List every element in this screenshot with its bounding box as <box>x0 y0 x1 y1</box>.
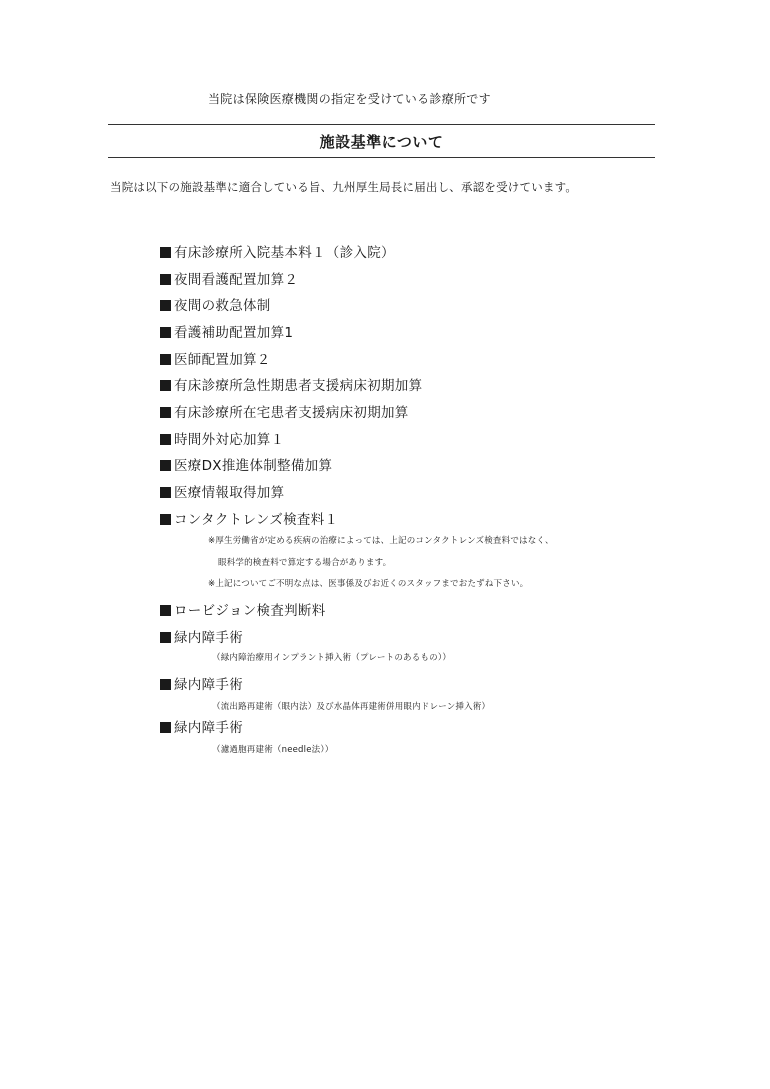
list-item-label: 夜間看護配置加算２ <box>174 272 299 288</box>
list-item-label: 緑内障手術 <box>174 677 243 693</box>
square-bullet-icon <box>160 380 171 391</box>
list-item <box>160 321 293 341</box>
list-item <box>160 673 243 693</box>
contact-lens-note: ※上記についてご不明な点は、医事係及びお近くのスタッフまでおたずね下さい。 <box>208 579 529 589</box>
list-item-label: 緑内障手術 <box>174 720 243 736</box>
list-item-label: 医療情報取得加算 <box>174 485 285 501</box>
list-item <box>160 716 243 736</box>
list-item-label: 看護補助配置加算1 <box>174 325 294 341</box>
list-item <box>160 241 395 261</box>
list-item <box>160 348 271 368</box>
list-item <box>160 294 271 314</box>
square-bullet-icon <box>160 327 171 338</box>
list-item <box>160 481 284 501</box>
list-item-label: 有床診療所在宅患者支援病床初期加算 <box>174 405 409 421</box>
square-bullet-icon <box>160 434 171 445</box>
square-bullet-icon <box>160 247 171 258</box>
list-item-label: 医療DX推進体制整備加算 <box>174 458 333 474</box>
list-item-label: 有床診療所入院基本料１（診入院） <box>174 245 395 261</box>
square-bullet-icon <box>160 605 171 616</box>
approval-statement: 当院は以下の施設基準に適合している旨、九州厚生局長に届出し、承認を受けています。 <box>110 180 578 194</box>
glaucoma-detail: （濾過胞再建術（needle法）） <box>212 745 334 755</box>
glaucoma-detail: （流出路再建術（眼内法）及び水晶体再建術併用眼内ドレーン挿入術） <box>212 702 491 712</box>
square-bullet-icon <box>160 514 171 525</box>
square-bullet-icon <box>160 300 171 311</box>
list-item <box>160 428 284 448</box>
square-bullet-icon <box>160 354 171 365</box>
list-item-label: コンタクトレンズ検査料１ <box>174 512 339 528</box>
page-title: 施設基準について <box>319 133 444 151</box>
list-item <box>160 401 409 421</box>
square-bullet-icon <box>160 274 171 285</box>
square-bullet-icon <box>160 632 171 643</box>
intro-text: 当院は保険医療機関の指定を受けている診療所です <box>208 92 491 106</box>
list-item-label: 時間外対応加算１ <box>174 432 285 448</box>
square-bullet-icon <box>160 679 171 690</box>
square-bullet-icon <box>160 407 171 418</box>
list-item-label: 夜間の救急体制 <box>174 298 271 314</box>
glaucoma-detail: （緑内障治療用インプラント挿入術（プレートのあるもの）） <box>212 653 452 663</box>
square-bullet-icon <box>160 460 171 471</box>
square-bullet-icon <box>160 722 171 733</box>
facility-standards-list <box>160 0 640 1089</box>
list-item <box>160 454 332 474</box>
square-bullet-icon <box>160 487 171 498</box>
list-item <box>160 626 243 646</box>
list-item-label: 緑内障手術 <box>174 630 243 646</box>
list-item-label: 医師配置加算２ <box>174 352 271 368</box>
contact-lens-note: ※厚生労働省が定める疾病の治療によっては、上記のコンタクトレンズ検査料ではなく、 <box>208 536 554 546</box>
list-item <box>160 374 422 394</box>
list-item <box>160 268 298 288</box>
list-item-label: ロービジョン検査判断料 <box>174 603 326 619</box>
list-item <box>160 599 326 619</box>
list-item <box>160 508 338 528</box>
contact-lens-note: 眼科学的検査料で算定する場合があります。 <box>218 558 392 568</box>
list-item-label: 有床診療所急性期患者支援病床初期加算 <box>174 378 423 394</box>
